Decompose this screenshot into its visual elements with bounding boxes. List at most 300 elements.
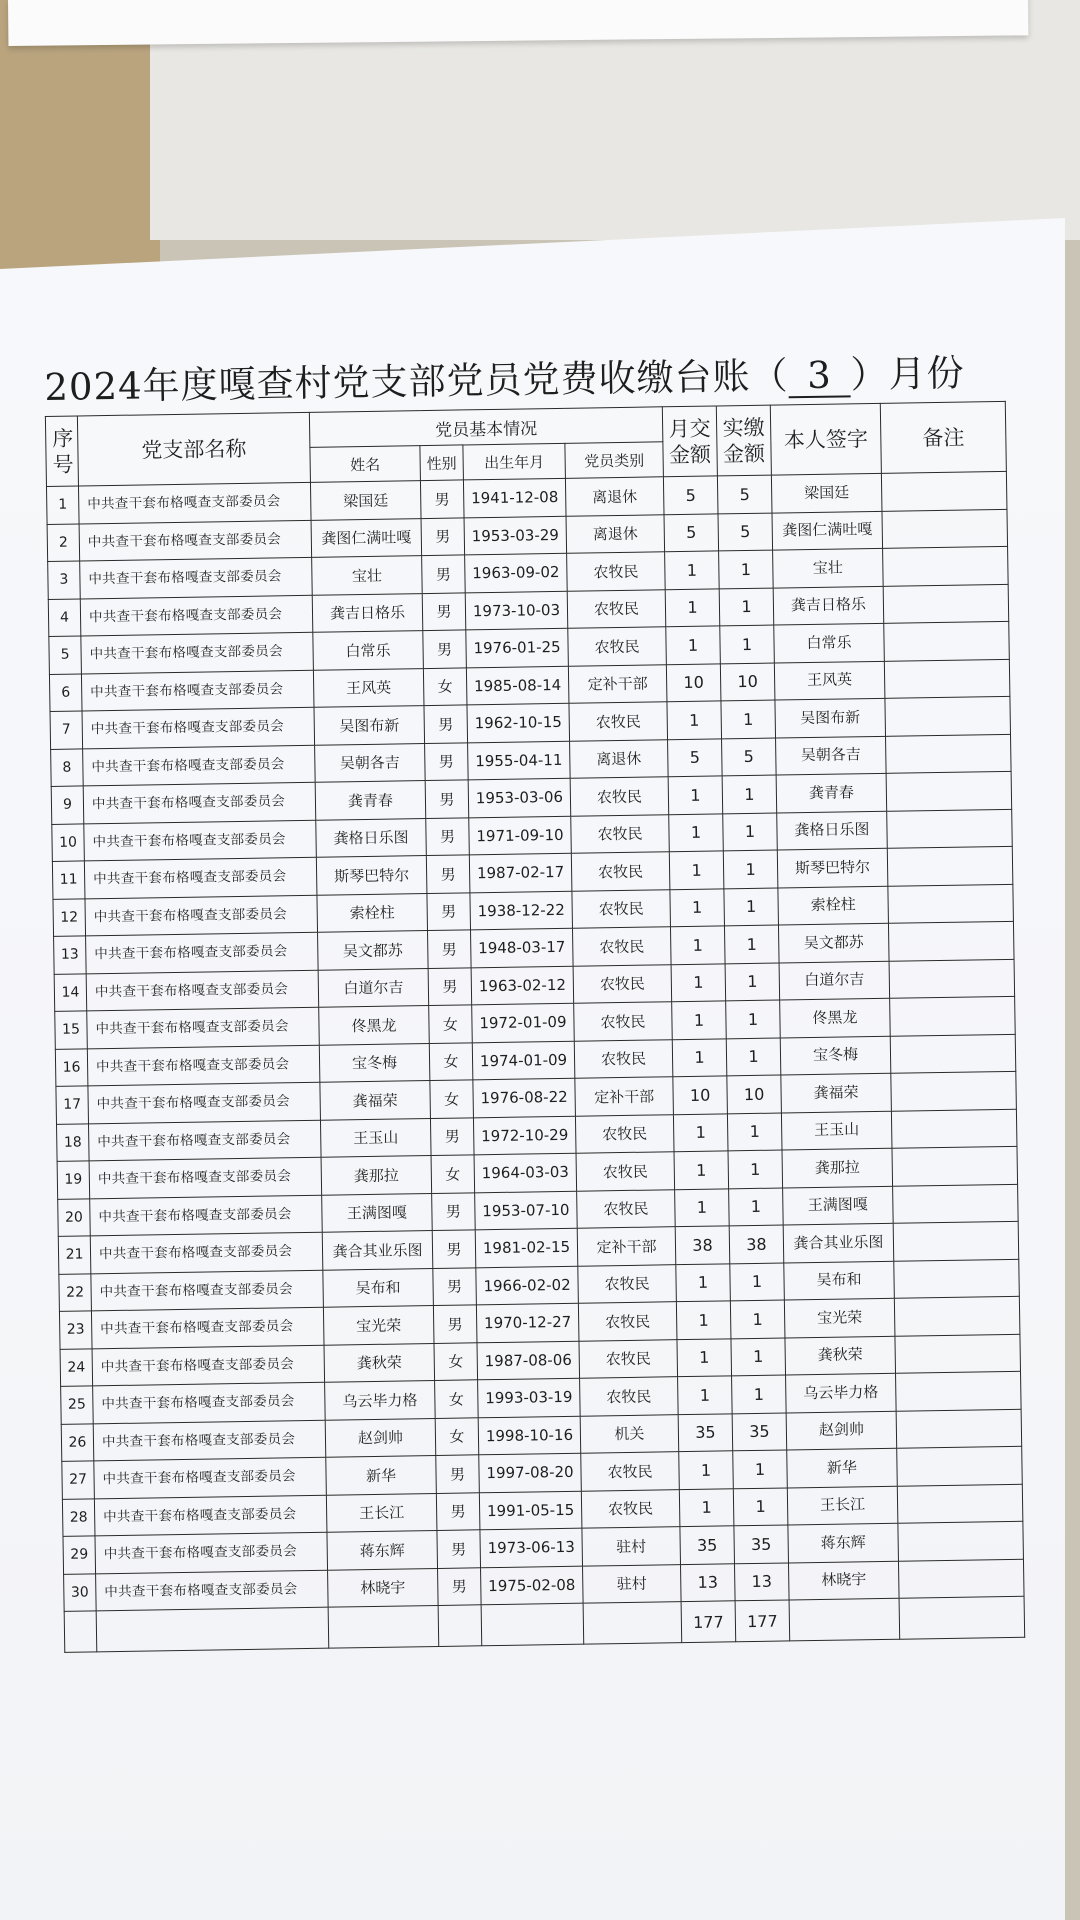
row-seq: 18 [57,1123,90,1161]
row-member-category: 农牧民 [579,1339,678,1378]
row-member-name: 龚秋荣 [324,1343,435,1382]
row-paid-amount: 5 [717,475,772,513]
row-member-category: 农牧民 [568,627,667,666]
row-member-name: 乌云毕力格 [325,1380,436,1419]
row-remark [898,1521,1024,1560]
row-seq: 1 [46,486,79,524]
row-remark [890,996,1016,1035]
total-empty-cell [96,1607,329,1652]
row-monthly-due: 1 [670,888,725,926]
row-seq: 5 [49,636,82,674]
row-gender: 男 [425,742,469,780]
row-remark [893,1221,1019,1260]
row-seq: 11 [52,861,85,899]
row-gender: 女 [435,1380,479,1418]
row-remark [887,846,1013,885]
row-paid-amount: 13 [734,1562,789,1600]
row-birth-date: 1953-07-10 [475,1191,578,1230]
row-gender: 男 [421,517,465,555]
row-monthly-due: 1 [672,1001,727,1039]
row-remark [898,1559,1024,1598]
row-birth-date: 1987-08-06 [477,1341,580,1380]
row-signature: 王满图嘎 [783,1186,894,1225]
row-signature: 宝光荣 [784,1298,895,1337]
row-gender: 男 [427,892,471,930]
row-seq: 13 [54,936,87,974]
row-branch-name: 中共查干套布格嘎查支部委员会 [88,1082,321,1123]
row-member-category: 驻村 [582,1527,681,1566]
row-member-category: 离退休 [566,514,665,553]
row-signature: 林晓宇 [788,1561,899,1600]
row-paid-amount: 1 [724,888,779,926]
row-monthly-due: 1 [673,1113,728,1151]
row-remark [883,546,1009,585]
row-member-name: 白常乐 [313,631,424,670]
row-branch-name: 中共查干套布格嘎查支部委员会 [87,1045,320,1086]
title-prefix: 2024年度嘎查村党支部党员党费收缴台账（ [44,354,789,409]
row-branch-name: 中共查干套布格嘎查支部委员会 [80,595,313,636]
header-birth: 出生年月 [463,443,566,480]
row-member-name: 龚吉日格乐 [312,593,423,632]
row-seq: 23 [59,1311,92,1349]
row-seq: 26 [61,1423,94,1461]
row-branch-name: 中共查干套布格嘎查支部委员会 [82,707,315,748]
row-remark [889,959,1015,998]
header-gender: 性别 [420,445,464,481]
row-member-category: 定补干部 [575,1077,674,1116]
row-signature: 王风英 [774,661,885,700]
row-branch-name: 中共查干套布格嘎查支部委员会 [90,1232,323,1273]
row-remark [893,1184,1019,1223]
row-member-category: 农牧民 [574,1039,673,1078]
row-member-category: 农牧民 [576,1152,675,1191]
row-birth-date: 1997-08-20 [479,1453,582,1492]
ledger-document [44,345,1024,1653]
row-monthly-due: 5 [668,738,723,776]
row-remark [886,771,1012,810]
row-gender: 男 [424,705,468,743]
row-seq: 17 [56,1086,89,1124]
row-member-name: 吴布和 [323,1268,434,1307]
row-member-name: 宝冬梅 [319,1043,430,1082]
row-branch-name: 中共查干套布格嘎查支部委员会 [95,1532,328,1573]
title-month: 3 [788,355,851,398]
row-member-category: 机关 [580,1414,679,1453]
row-branch-name: 中共查干套布格嘎查支部委员会 [87,1007,320,1048]
row-branch-name: 中共查干套布格嘎查支部委员会 [91,1307,324,1348]
row-paid-amount: 1 [724,925,779,963]
row-paid-amount: 1 [729,1188,784,1226]
row-seq: 2 [47,523,80,561]
row-monthly-due: 1 [675,1188,730,1226]
row-paid-amount: 1 [732,1375,787,1413]
row-branch-name: 中共查干套布格嘎查支部委员会 [93,1382,326,1423]
row-paid-amount: 1 [728,1150,783,1188]
row-gender: 男 [422,592,466,630]
row-member-name: 龚图仁满吐嘎 [311,518,422,557]
row-birth-date: 1953-03-06 [468,778,571,817]
row-paid-amount: 5 [718,513,773,551]
row-remark [881,471,1007,510]
row-paid-amount: 1 [719,588,774,626]
row-paid-amount: 1 [730,1300,785,1338]
row-monthly-due: 38 [675,1226,730,1264]
row-birth-date: 1973-10-03 [465,591,568,630]
row-member-category: 离退休 [565,477,664,516]
row-remark [888,884,1014,923]
row-signature: 龚秋荣 [785,1336,896,1375]
row-remark [885,696,1011,735]
row-seq: 28 [62,1498,95,1536]
row-birth-date: 1964-03-03 [474,1153,577,1192]
row-signature: 龚格日乐图 [777,811,888,850]
row-seq: 24 [60,1348,93,1386]
row-seq: 30 [64,1573,97,1611]
row-branch-name: 中共查干套布格嘎查支部委员会 [84,820,317,861]
row-gender: 女 [429,1042,473,1080]
row-member-category: 农牧民 [578,1264,677,1303]
row-monthly-due: 1 [667,701,722,739]
row-signature: 龚吉日格乐 [773,586,884,625]
row-signature: 龚图仁满吐嘎 [772,511,883,550]
row-member-category: 农牧民 [571,814,670,853]
row-signature: 斯琴巴特尔 [777,848,888,887]
row-monthly-due: 1 [669,813,724,851]
row-paid-amount: 1 [733,1487,788,1525]
row-gender: 男 [436,1492,480,1530]
header-monthly-due: 月交金额 [662,406,717,477]
row-branch-name: 中共查干套布格嘎查支部委员会 [94,1457,327,1498]
row-seq: 19 [57,1161,90,1199]
row-paid-amount: 1 [723,850,778,888]
row-seq: 27 [62,1461,95,1499]
row-signature: 梁国廷 [771,473,882,512]
row-member-name: 龚青春 [315,781,426,820]
row-monthly-due: 1 [677,1338,732,1376]
row-member-name: 吴文都苏 [318,931,429,970]
row-paid-amount: 1 [721,700,776,738]
row-seq: 16 [55,1048,88,1086]
row-member-name: 龚那拉 [321,1156,432,1195]
row-branch-name: 中共查干套布格嘎查支部委员会 [81,632,314,673]
total-empty-cell [789,1598,900,1641]
title-suffix: ）月份 [850,351,965,397]
row-member-category: 农牧民 [571,852,670,891]
row-member-category: 农牧民 [573,964,672,1003]
row-remark [891,1071,1017,1110]
row-remark [894,1296,1020,1335]
total-empty-cell [438,1605,482,1647]
row-signature: 佟黑龙 [780,998,891,1037]
row-member-category: 农牧民 [567,589,666,628]
row-member-category: 农牧民 [572,927,671,966]
row-birth-date: 1948-03-17 [471,928,574,967]
row-branch-name: 中共查干套布格嘎查支部委员会 [89,1157,322,1198]
row-signature: 白道尔吉 [779,961,890,1000]
row-member-category: 农牧民 [570,777,669,816]
row-member-name: 蒋东辉 [327,1530,438,1569]
row-member-name: 吴图布新 [314,706,425,745]
row-paid-amount: 38 [729,1225,784,1263]
row-member-name: 王风英 [313,668,424,707]
row-paid-amount: 1 [726,1000,781,1038]
row-seq: 12 [53,898,86,936]
row-seq: 14 [54,973,87,1011]
row-birth-date: 1976-08-22 [473,1078,576,1117]
row-monthly-due: 10 [666,663,721,701]
row-signature: 吴文都苏 [778,923,889,962]
row-member-category: 农牧民 [574,1002,673,1041]
row-gender: 女 [423,667,467,705]
row-member-name: 王满图嘎 [322,1193,433,1232]
row-branch-name: 中共查干套布格嘎查支部委员会 [80,557,313,598]
row-birth-date: 1987-02-17 [469,853,572,892]
total-empty-cell [481,1603,584,1646]
row-branch-name: 中共查干套布格嘎查支部委员会 [83,745,316,786]
row-gender: 男 [433,1305,477,1343]
row-paid-amount: 5 [722,738,777,776]
row-gender: 男 [430,1117,474,1155]
row-member-category: 农牧民 [577,1189,676,1228]
row-gender: 男 [426,855,470,893]
header-seq: 序号 [45,416,78,486]
row-paid-amount: 1 [723,813,778,851]
row-seq: 8 [51,748,84,786]
row-paid-amount: 1 [726,1038,781,1076]
row-branch-name: 中共查干套布格嘎查支部委员会 [94,1495,327,1536]
row-monthly-due: 10 [673,1076,728,1114]
row-birth-date: 1974-01-09 [472,1041,575,1080]
row-signature: 吴图布新 [775,698,886,737]
row-branch-name: 中共查干套布格嘎查支部委员会 [85,895,318,936]
row-gender: 男 [433,1267,477,1305]
row-birth-date: 1941-12-08 [463,478,566,517]
row-member-category: 农牧民 [581,1489,680,1528]
row-signature: 新华 [787,1448,898,1487]
row-signature: 索栓柱 [778,886,889,925]
row-birth-date: 1991-05-15 [479,1491,582,1530]
row-member-category: 农牧民 [575,1114,674,1153]
row-paid-amount: 35 [732,1412,787,1450]
row-remark [882,509,1008,548]
row-member-category: 农牧民 [572,889,671,928]
row-remark [897,1446,1023,1485]
row-seq: 22 [59,1273,92,1311]
row-birth-date: 1998-10-16 [478,1416,581,1455]
row-seq: 21 [58,1236,91,1274]
row-seq: 15 [55,1011,88,1049]
row-member-name: 龚合其业乐图 [322,1231,433,1270]
row-remark [892,1146,1018,1185]
row-monthly-due: 35 [680,1526,735,1564]
row-branch-name: 中共查干套布格嘎查支部委员会 [92,1345,325,1386]
row-remark [891,1109,1017,1148]
header-basic-info: 党员基本情况 [309,407,663,448]
row-birth-date: 1976-01-25 [466,628,569,667]
row-signature: 蒋东辉 [788,1523,899,1562]
row-member-name: 赵剑帅 [325,1418,436,1457]
header-signature: 本人签字 [770,403,881,475]
row-remark [896,1371,1022,1410]
row-remark [883,584,1009,623]
row-seq: 7 [50,711,83,749]
row-seq: 25 [61,1386,94,1424]
row-monthly-due: 1 [678,1376,733,1414]
row-member-category: 离退休 [570,739,669,778]
row-signature: 龚那拉 [782,1148,893,1187]
row-monthly-due: 13 [680,1563,735,1601]
row-paid-amount: 1 [722,775,777,813]
row-member-category: 农牧民 [580,1377,679,1416]
row-member-category: 驻村 [583,1564,682,1603]
total-empty-cell [328,1605,439,1648]
row-remark [894,1259,1020,1298]
row-signature: 宝壮 [773,548,884,587]
row-birth-date: 1953-03-29 [464,516,567,555]
row-monthly-due: 1 [665,551,720,589]
total-paid-amount: 177 [735,1600,790,1642]
row-remark [890,1034,1016,1073]
row-branch-name: 中共查干套布格嘎查支部委员会 [84,857,317,898]
row-paid-amount: 1 [727,1113,782,1151]
row-monthly-due: 35 [678,1413,733,1451]
row-gender: 男 [425,780,469,818]
row-birth-date: 1938-12-22 [470,891,573,930]
row-member-category: 定补干部 [568,664,667,703]
row-remark [896,1409,1022,1448]
row-branch-name: 中共查干套布格嘎查支部委员会 [96,1570,329,1611]
row-birth-date: 1970-12-27 [476,1303,579,1342]
row-branch-name: 中共查干套布格嘎查支部委员会 [90,1195,323,1236]
header-branch: 党支部名称 [77,412,310,486]
row-monthly-due: 1 [671,963,726,1001]
row-member-name: 王长江 [326,1493,437,1532]
row-remark [884,659,1010,698]
row-gender: 女 [435,1417,479,1455]
row-member-name: 龚福荣 [320,1081,431,1120]
row-paid-amount: 1 [731,1337,786,1375]
row-paid-amount: 1 [733,1450,788,1488]
total-empty-cell [583,1602,682,1645]
row-member-name: 梁国廷 [310,481,421,520]
row-paid-amount: 35 [734,1525,789,1563]
row-paid-amount: 1 [725,963,780,1001]
row-signature: 乌云毕力格 [786,1373,897,1412]
total-monthly-due: 177 [681,1601,736,1643]
row-birth-date: 1985-08-14 [466,666,569,705]
row-gender: 男 [422,555,466,593]
total-empty-cell [899,1596,1025,1639]
row-signature: 吴朝各吉 [776,736,887,775]
row-member-name: 林晓宇 [328,1568,439,1607]
row-gender: 男 [428,967,472,1005]
row-gender: 男 [432,1192,476,1230]
row-gender: 男 [423,630,467,668]
row-seq: 6 [49,673,82,711]
row-gender: 男 [428,930,472,968]
row-monthly-due: 1 [679,1451,734,1489]
row-branch-name: 中共查干套布格嘎查支部委员会 [79,520,312,561]
row-seq: 20 [58,1198,91,1236]
row-monthly-due: 1 [679,1488,734,1526]
row-branch-name: 中共查干套布格嘎查支部委员会 [83,782,316,823]
row-remark [887,809,1013,848]
row-branch-name: 中共查干套布格嘎查支部委员会 [86,970,319,1011]
row-birth-date: 1973-06-13 [480,1528,583,1567]
row-gender: 男 [420,480,464,518]
header-name: 姓名 [310,446,421,483]
row-remark [886,734,1012,773]
row-member-name: 龚格日乐图 [316,818,427,857]
header-paid-amount: 实缴金额 [716,405,771,476]
row-signature: 宝冬梅 [780,1036,891,1075]
row-paid-amount: 10 [727,1075,782,1113]
row-birth-date: 1966-02-02 [476,1266,579,1305]
row-monthly-due: 1 [668,776,723,814]
row-signature: 龚合其业乐图 [783,1223,894,1262]
row-monthly-due: 1 [669,851,724,889]
row-member-category: 农牧民 [567,552,666,591]
row-monthly-due: 1 [665,588,720,626]
row-gender: 男 [438,1567,482,1605]
row-monthly-due: 5 [663,476,718,514]
row-birth-date: 1981-02-15 [475,1228,578,1267]
row-remark [884,621,1010,660]
row-signature: 赵剑帅 [786,1411,897,1450]
row-member-category: 农牧民 [578,1302,677,1341]
row-gender: 女 [430,1080,474,1118]
row-member-category: 定补干部 [577,1227,676,1266]
total-empty-cell [64,1611,97,1652]
row-member-category: 农牧民 [581,1452,680,1491]
header-remark: 备注 [880,401,1006,473]
row-remark [897,1484,1023,1523]
row-member-name: 索栓柱 [317,893,428,932]
row-member-name: 白道尔吉 [318,968,429,1007]
row-remark [895,1334,1021,1373]
row-signature: 白常乐 [774,623,885,662]
row-birth-date: 1971-09-10 [469,816,572,855]
row-monthly-due: 1 [676,1263,731,1301]
row-member-name: 宝光荣 [323,1306,434,1345]
row-seq: 10 [52,823,85,861]
row-monthly-due: 1 [674,1151,729,1189]
dues-ledger-table [45,401,1025,1653]
row-gender: 男 [432,1230,476,1268]
row-paid-amount: 1 [719,550,774,588]
row-paid-amount: 10 [720,663,775,701]
row-monthly-due: 1 [676,1301,731,1339]
row-birth-date: 1972-10-29 [473,1116,576,1155]
row-gender: 女 [431,1155,475,1193]
row-gender: 男 [436,1455,480,1493]
row-signature: 龚福荣 [781,1073,892,1112]
row-birth-date: 1963-09-02 [465,553,568,592]
row-member-name: 新华 [326,1455,437,1494]
row-seq: 29 [63,1536,96,1574]
row-paid-amount: 1 [730,1262,785,1300]
row-branch-name: 中共查干套布格嘎查支部委员会 [93,1420,326,1461]
row-signature: 吴布和 [784,1261,895,1300]
row-branch-name: 中共查干套布格嘎查支部委员会 [86,932,319,973]
row-member-name: 吴朝各吉 [315,743,426,782]
row-gender: 男 [437,1530,481,1568]
row-remark [888,921,1014,960]
row-birth-date: 1993-03-19 [478,1378,581,1417]
row-monthly-due: 5 [664,513,719,551]
row-paid-amount: 1 [720,625,775,663]
row-signature: 龚青春 [776,773,887,812]
